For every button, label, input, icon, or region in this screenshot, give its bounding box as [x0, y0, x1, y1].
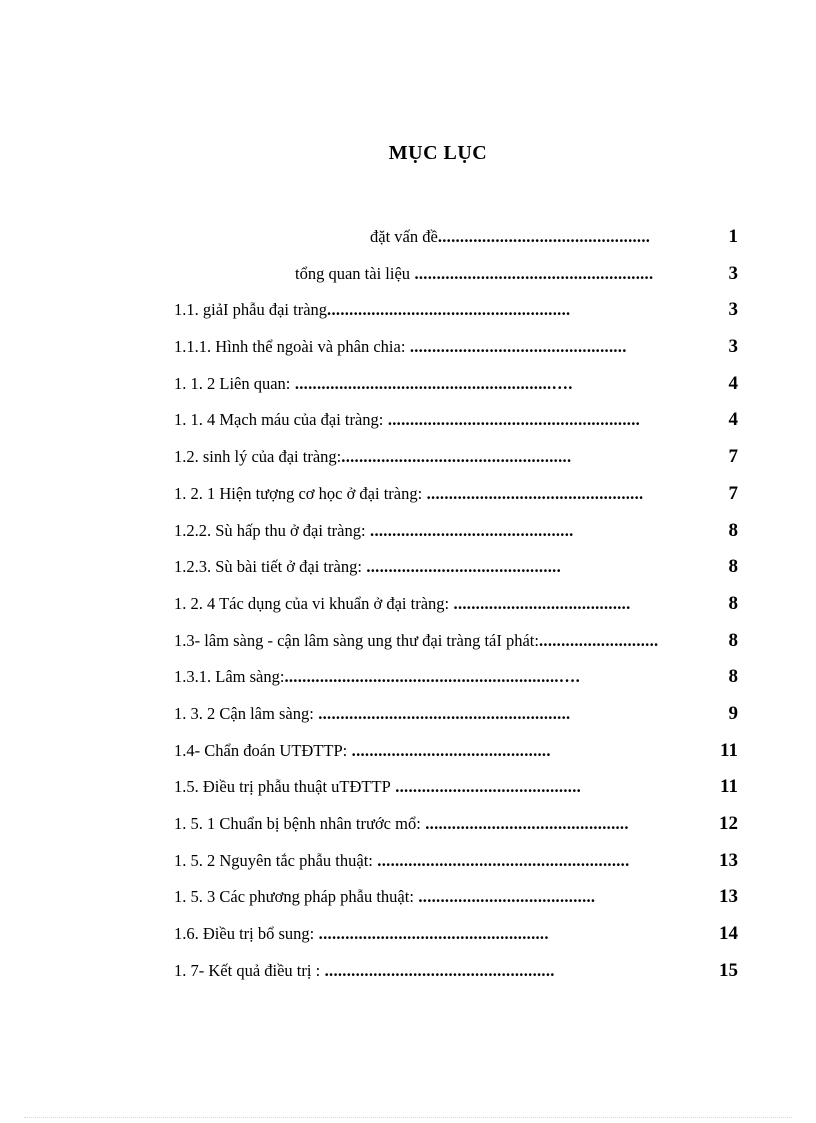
toc-entry[interactable]: [174, 553, 744, 590]
toc-entry-page: 3: [728, 299, 738, 321]
toc-entry[interactable]: [174, 810, 744, 847]
toc-entry-page: 14: [719, 923, 738, 945]
toc-entry-label: 1. 5. 3 Các phương pháp phẫu thuật: ........................................: [174, 887, 596, 907]
toc-entry-label: 1. 2. 4 Tác dụng của vi khuẩn ở đại tràng: ........................................: [174, 593, 631, 613]
toc-entry-label: 1.5. Điều trị phẫu thuật uTĐTTP ..........................................: [174, 777, 582, 797]
toc-entry-page: 8: [728, 556, 738, 578]
toc-entry-page: 7: [728, 482, 738, 504]
toc-entry-label: 1. 5. 1 Chuẩn bị bệnh nhân trước mổ: ..............................................: [174, 814, 629, 833]
toc-entry-page: 3: [728, 336, 738, 358]
toc-entry[interactable]: [174, 737, 744, 774]
toc-entry-page: 8: [728, 519, 738, 541]
table-of-contents: [174, 223, 744, 993]
toc-entry[interactable]: [174, 957, 744, 994]
toc-entry[interactable]: [174, 370, 744, 407]
toc-entry[interactable]: [174, 296, 744, 333]
toc-entry-page: 8: [728, 629, 738, 651]
toc-entry[interactable]: [174, 443, 744, 480]
toc-entry-page: 15: [719, 959, 738, 981]
toc-entry[interactable]: [174, 847, 744, 884]
toc-entry[interactable]: [174, 773, 744, 810]
toc-entry-label: 1.1.1. Hình thể ngoài và phân chia: .................................................: [174, 337, 627, 357]
toc-entry-page: 1: [728, 226, 738, 247]
toc-entry-label: 1.2.3. Sù bài tiết ở đại tràng: ............................................: [174, 557, 562, 577]
toc-entry-page: 9: [728, 702, 738, 724]
toc-entry-label: tổng quan tài liệu ......................................................: [295, 263, 654, 283]
toc-entry-page: 11: [720, 739, 738, 761]
toc-entry[interactable]: [174, 920, 744, 957]
page-title: MỤC LỤC: [388, 142, 488, 164]
toc-entry-label: 1.4- Chẩn đoán UTĐTTP: .............................................: [174, 740, 551, 760]
toc-entry-label: 1.2.2. Sù hấp thu ở đại tràng: ..............................................: [174, 520, 574, 540]
toc-entry-label: đặt vấn đề................................................: [370, 227, 651, 246]
toc-entry[interactable]: [174, 406, 744, 443]
toc-entry-label: 1.3.1. Lâm sàng:..............................................................….: [174, 667, 581, 687]
toc-entry-page: 12: [719, 813, 738, 834]
toc-entry-label: 1. 7- Kết quả điều trị : ....................................................: [174, 960, 555, 980]
toc-entry-page: 3: [728, 262, 738, 284]
toc-entry-page: 7: [728, 446, 738, 468]
toc-entry-label: 1. 3. 2 Cận lâm sàng: .........................................................: [174, 703, 571, 723]
toc-entry-label: 1.6. Điều trị bổ sung: ....................................................: [174, 924, 549, 944]
toc-entry-page: 8: [728, 592, 738, 614]
toc-entry-label: 1. 5. 2 Nguyên tắc phẫu thuật: .........................................................: [174, 850, 630, 870]
toc-entry-page: 8: [728, 666, 738, 688]
toc-entry-label: 1.3- lâm sàng - cận lâm sàng ung thư đại tràng táI phát:...........................: [174, 630, 659, 650]
toc-entry[interactable]: [174, 663, 744, 700]
toc-entry-label: 1. 1. 4 Mạch máu của đại tràng: .........................................................: [174, 410, 641, 430]
toc-entry-page: 13: [719, 849, 738, 871]
toc-entry-label: 1.2. sinh lý của đại tràng:....................................................: [174, 447, 572, 467]
toc-entry-page: 4: [728, 372, 738, 394]
toc-entry-page: 11: [720, 776, 738, 798]
toc-entry-page: 4: [728, 409, 738, 431]
page-bottom-divider: [24, 1117, 792, 1118]
toc-entry-label: 1.1. giảI phẫu đại tràng.......................................................: [174, 300, 571, 320]
toc-entry[interactable]: [174, 260, 744, 297]
toc-entry[interactable]: [174, 480, 744, 517]
toc-entry[interactable]: [174, 627, 744, 664]
toc-entry[interactable]: [174, 700, 744, 737]
toc-entry[interactable]: [174, 223, 744, 260]
toc-entry-label: 1. 1. 2 Liên quan: ..........................................................….: [174, 373, 573, 393]
toc-entry-page: 13: [719, 886, 738, 908]
toc-entry[interactable]: [174, 333, 744, 370]
toc-entry[interactable]: [174, 590, 744, 627]
toc-entry-label: 1. 2. 1 Hiện tượng cơ học ở đại tràng: .................................................: [174, 483, 644, 503]
toc-entry[interactable]: [174, 517, 744, 554]
toc-entry[interactable]: [174, 883, 744, 920]
